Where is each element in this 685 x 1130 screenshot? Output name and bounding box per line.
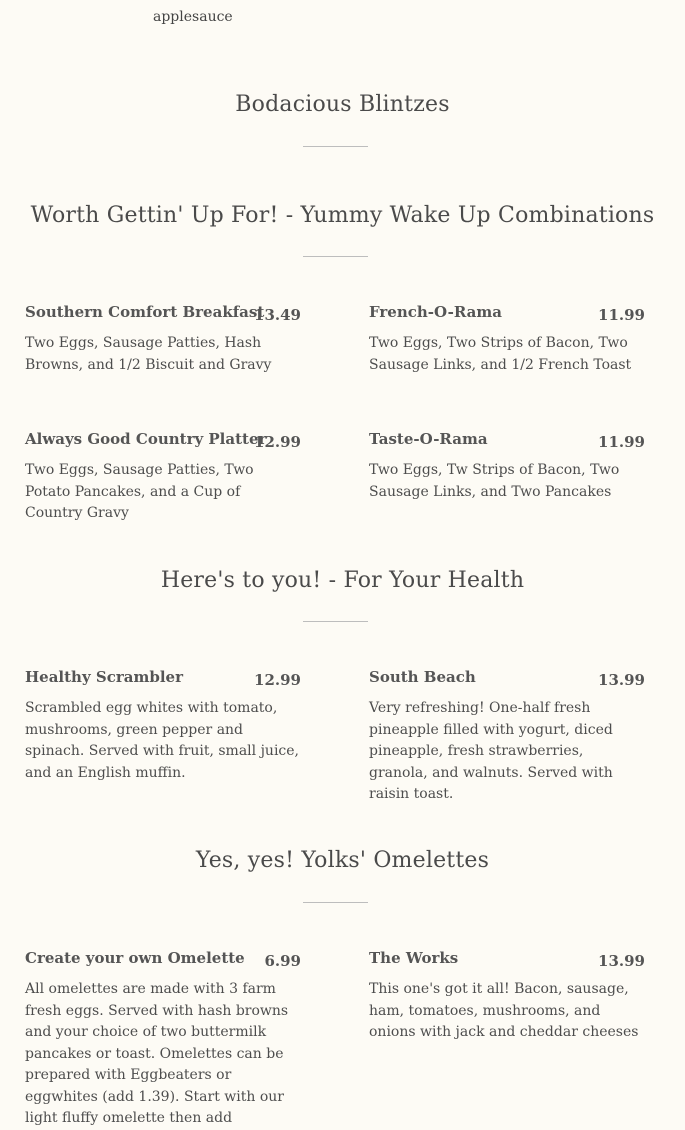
menu-item-description: Very refreshing! One-half fresh pineapple filled with yogurt, diced pineapple, fresh strawberries, granola, and walnuts. Served with raisin toast.	[369, 700, 613, 802]
menu-item-healthy-scrambler[interactable]	[25, 668, 301, 784]
menu-item-price: 13.99	[598, 952, 645, 970]
menu-item-description: This one's got it all! Bacon, sausage, ham, tomatoes, mushrooms, and onions with jack and cheddar cheeses	[369, 981, 639, 1040]
menu-item-price: 12.99	[254, 671, 301, 689]
menu-item-taste-o-rama[interactable]	[369, 430, 645, 503]
menu-item-always-good-country-platter[interactable]	[25, 430, 301, 525]
section-divider	[303, 146, 368, 147]
menu-item-description: Scrambled egg whites with tomato, mushrooms, green pepper and spinach. Served with fruit, small juice, and an English muffin.	[25, 700, 299, 781]
menu-item-south-beach[interactable]	[369, 668, 645, 806]
menu-item-price: 11.99	[598, 433, 645, 451]
menu-item-price: 13.99	[598, 671, 645, 689]
menu-item-name: Taste-O-Rama	[369, 430, 488, 448]
menu-item-price: 11.99	[598, 306, 645, 324]
section-divider	[303, 621, 368, 622]
menu-item-name: The Works	[369, 949, 459, 967]
menu-item-price: 6.99	[264, 952, 301, 970]
menu-item-name: French-O-Rama	[369, 303, 502, 321]
menu-item-description: Two Eggs, Tw Strips of Bacon, Two Sausage Links, and Two Pancakes	[369, 462, 620, 500]
menu-item-price: 13.49	[254, 306, 301, 324]
menu-item-southern-comfort-breakfast[interactable]	[25, 303, 301, 376]
menu-item-price: 12.99	[254, 433, 301, 451]
menu-item-create-your-own-omelette[interactable]	[25, 949, 301, 1130]
section-divider	[303, 902, 368, 903]
menu-item-name: South Beach	[369, 668, 476, 686]
item-desc-fragment: applesauce	[153, 9, 233, 25]
section-title-blintzes: Bodacious Blintzes	[235, 92, 450, 117]
menu-item-name: Always Good Country Platter	[25, 430, 267, 448]
menu-item-name: Healthy Scrambler	[25, 668, 183, 686]
menu-item-name: Southern Comfort Breakfast	[25, 303, 265, 321]
menu-item-description: Two Eggs, Sausage Patties, Hash Browns, and 1/2 Biscuit and Gravy	[25, 335, 272, 373]
menu-item-name: Create your own Omelette	[25, 949, 245, 967]
section-title-omelettes: Yes, yes! Yolks' Omelettes	[195, 848, 490, 873]
menu-item-description: All omelettes are made with 3 farm fresh eggs. Served with hash browns and your choice of two buttermilk pancakes or toast. Omelettes can be prepared with Eggbeaters or eggwhites (add 1.39). Start with our light fluffy omelette then add	[25, 981, 289, 1126]
menu-item-description: Two Eggs, Two Strips of Bacon, Two Sausage Links, and 1/2 French Toast	[369, 335, 632, 373]
menu-item-french-o-rama[interactable]	[369, 303, 645, 376]
menu-item-the-works[interactable]	[369, 949, 645, 1044]
section-title-for-your-health: Here's to you! - For Your Health	[160, 568, 525, 593]
menu-item-description: Two Eggs, Sausage Patties, Two Potato Pancakes, and a Cup of Country Gravy	[25, 462, 254, 521]
section-divider	[303, 256, 368, 257]
section-title-wake-up-combinations: Worth Gettin' Up For! - Yummy Wake Up Combinations	[30, 203, 655, 228]
